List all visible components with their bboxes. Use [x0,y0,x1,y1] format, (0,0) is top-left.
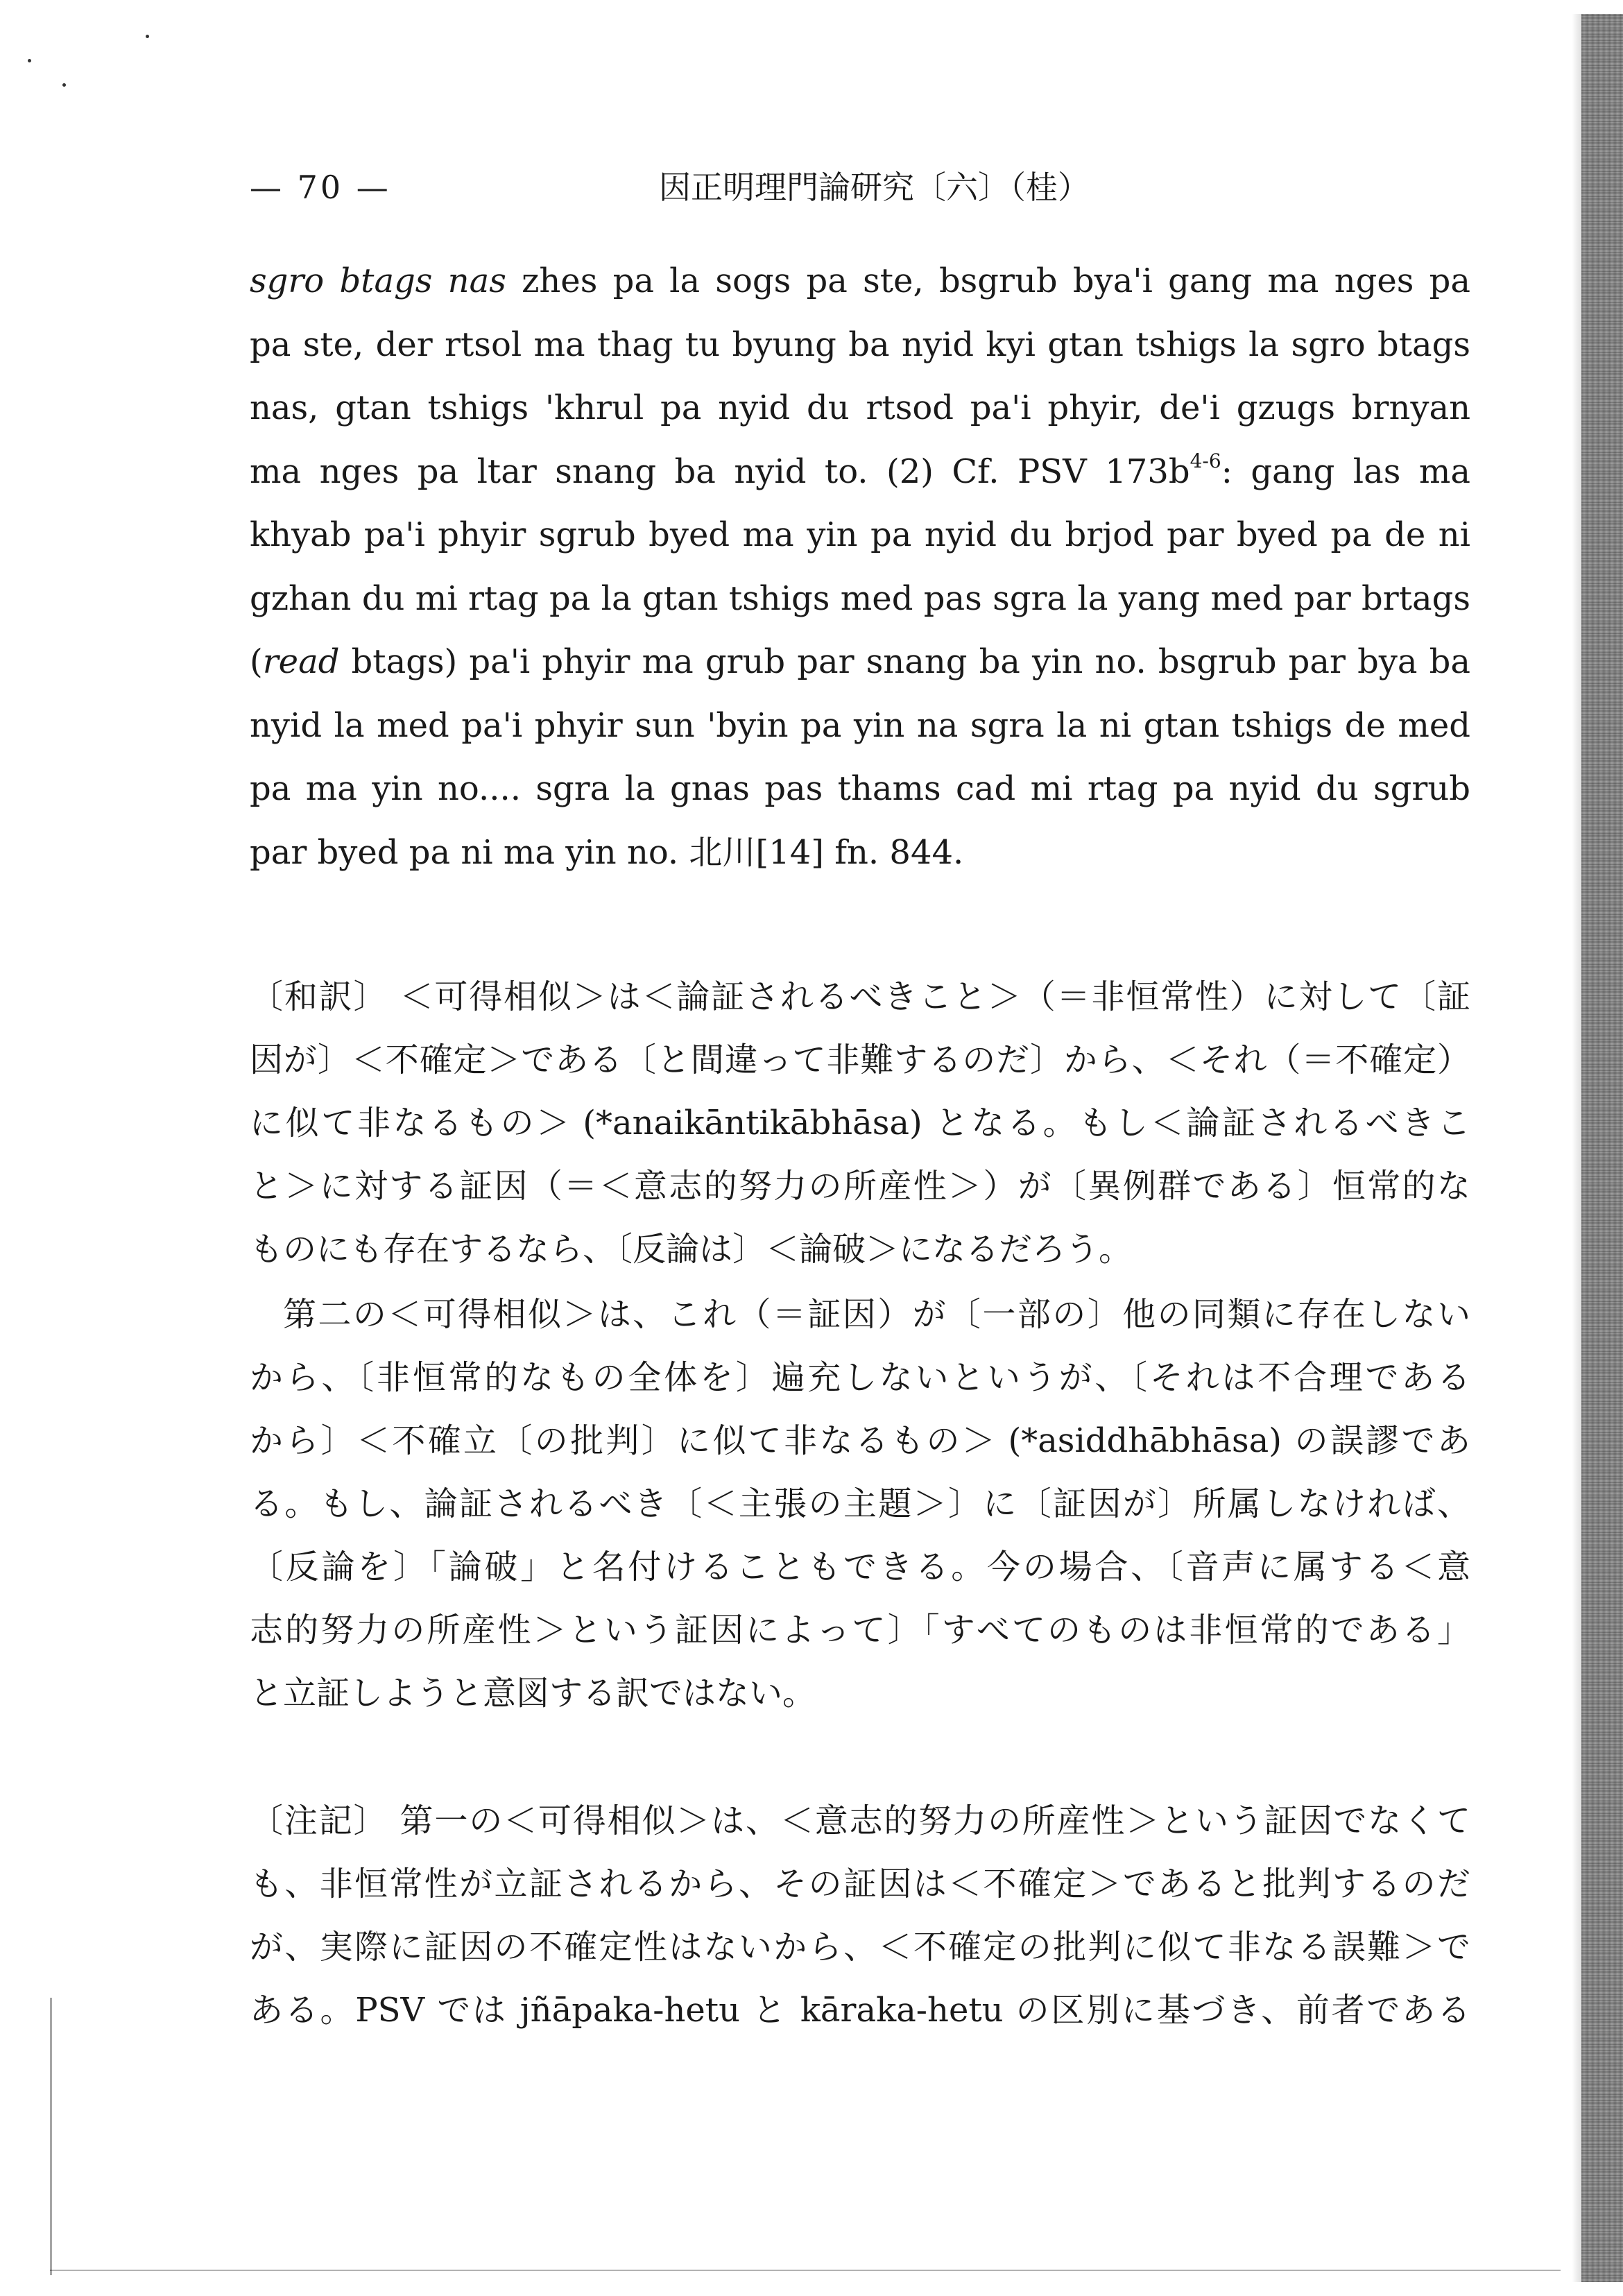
text-line: 因が〕＜不確定＞である〔と間違って非難するのだ〕から、＜それ（＝不確定） [250,1040,1470,1079]
text-line: 〔和訳〕 ＜可得相似＞は＜論証されるべきこと＞（＝非恒常性）に対して〔証 [250,977,1470,1016]
text-line: に似て非なるもの＞ (*anaikāntikābhāsa) となる。もし＜論証されるべきこ [250,1104,1470,1142]
tibetan-line: nyid la med pa'i phyir sun 'byin pa yin na sgra la ni gtan tshigs de med [250,705,1470,745]
text-run: ( [250,642,263,681]
tibetan-line: pa ste, der rtsol ma thag tu byung ba nyid kyi gtan tshigs la sgro btags [250,325,1470,364]
text-line: 第二の＜可得相似＞は、これ（＝証因）が〔一部の〕他の同類に存在しない [283,1295,1470,1334]
text-run: : gang las ma [1221,452,1470,491]
italic-text: sgro btags nas [250,262,506,300]
text-line: ある。PSV では jñāpaka-hetu と kāraka-hetu の区別に基づき、前者である [250,1991,1470,2030]
translation-paragraph [250,966,1470,1281]
text-line: が、実際に証因の不確定性はないから、＜不確定の批判に似て非なる誤難＞で [250,1928,1470,1967]
text-run: btags) pa'i phyir ma grub par snang ba yin no. bsgrub par bya ba [339,642,1470,681]
note-paragraph [250,1790,1470,2042]
text-run: ma nges pa ltar snang ba nyid to. (2) Cf. PSV 173b [250,452,1190,491]
text-line: 〔注記〕 第一の＜可得相似＞は、＜意志的努力の所産性＞という証因でなくて [250,1801,1470,1840]
text-line: ものにも存在するなら、〔反論は〕＜論破＞になるだろう。 [250,1230,1133,1269]
tibetan-line [250,631,1470,694]
scan-left-mark [50,1998,52,2275]
scan-edge-shadow [1572,14,1581,2282]
page-number: — 70 — [250,169,391,206]
text-run: zhes pa la sogs pa ste, bsgrub bya'i gang ma nges pa [522,262,1470,300]
tibetan-line: gzhan du mi rtag pa la gtan tshigs med pas sgra la yang med par brtags [250,579,1470,618]
text-line: る。もし、論証されるべき〔＜主張の主題＞〕に〔証因が〕所属しなければ、 [250,1484,1470,1523]
tibetan-quotation [250,250,1470,884]
italic-text: read [262,642,340,681]
scan-speck [146,35,149,38]
scan-speck [28,59,31,62]
tibetan-line [250,440,1470,504]
running-head: 因正明理門論研究〔六〕（桂） [659,169,1090,206]
scan-speck [62,83,66,87]
tibetan-line: nas, gtan tshigs 'khrul pa nyid du rtsod pa'i phyir, de'i gzugs brnyan [250,388,1470,427]
text-line: も、非恒常性が立証されるから、その証因は＜不確定＞であると批判するのだ [250,1865,1470,1903]
superscript: 4-6 [1190,449,1221,472]
text-line: 〔反論を〕「論破」と名付けることもできる。今の場合、〔音声に属する＜意 [250,1548,1470,1586]
tibetan-line: khyab pa'i phyir sgrub byed ma yin pa nyid du brjod par byed pa de ni [250,515,1470,554]
scan-bottom-mark [50,2270,1561,2271]
text-line: と立証しようと意図する訳ではない。 [250,1674,816,1713]
tibetan-line: par byed pa ni ma yin no. 北川[14] fn. 844. [250,832,964,872]
scan-edge-noise [1581,14,1623,2282]
text-line: と＞に対する証因（＝＜意志的努力の所産性＞）が〔異例群である〕恒常的な [250,1167,1470,1206]
page-header [250,160,1470,215]
second-paragraph [250,1283,1470,1725]
text-line: から〕＜不確立〔の批判〕に似て非なるもの＞ (*asiddhābhāsa) の誤謬であ [250,1421,1470,1460]
tibetan-line [250,250,1470,314]
text-line: 志的努力の所産性＞という証因によって〕「すべてのものは非恒常的である」 [250,1611,1470,1650]
tibetan-line: pa ma yin no.... sgra la gnas pas thams cad mi rtag pa nyid du sgrub [250,769,1470,808]
text-line: から、〔非恒常的なもの全体を〕遍充しないというが、〔それは不合理である [250,1358,1470,1397]
